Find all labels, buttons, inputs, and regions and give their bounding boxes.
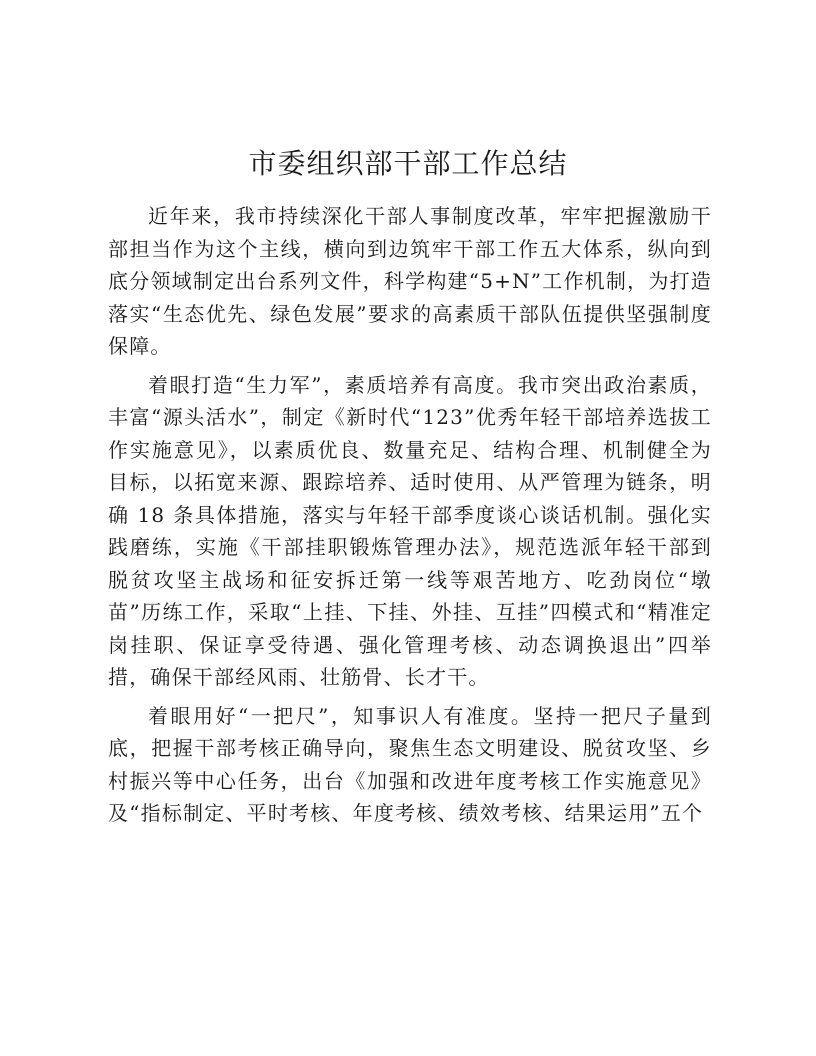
document-title: 市委组织部干部工作总结 [248,147,568,180]
paragraph-intro: 近年来，我市持续深化干部人事制度改革，牢牢把握激励干部担当作为这个主线，横向到边筑牢干部工作五大体系，纵向到底分领域制定出台系列文件，科学构建“5+N”工作机制，为打造落实“生态优先、绿色发展”要求的高素质干部队伍提供坚强制度保障。 [108,204,712,358]
paragraph-training: 着眼打造“生力军”，素质培养有高度。我市突出政治素质，丰富“源头活水”，制定《新时代“123”优秀年轻干部培养选拔工作实施意见》，以素质优良、数量充足、结构合理、机制健全为目标，以拓宽来源、跟踪培养、适时使用、从严管理为链条，明确 18 条具体措施，落实与年轻干部季度谈心谈话机制。强化实践磨练，实施《干部挂职锻炼管理办法》，规范选派年轻干部到脱贫攻坚主战场和征安拆迁第一线等艰苦地方、吃劲岗位“墩苗”历练工作，采取“上挂、下挂、外挂、互挂”四模式和“精准定岗挂职、保证享受待遇、强化管理考核、动态调换退出”四举措，确保干部经风雨、壮筋骨、长才干。 [108,372,712,689]
paragraph-assessment: 着眼用好“一把尺”，知事识人有准度。坚持一把尺子量到底，把握干部考核正确导向，聚焦生态文明建设、脱贫攻坚、乡村振兴等中心任务，出台《加强和改进年度考核工作实施意见》及“指标制定、平时考核、年度考核、绩效考核、结果运用”五个 [108,703,712,825]
document-body [108,200,712,836]
